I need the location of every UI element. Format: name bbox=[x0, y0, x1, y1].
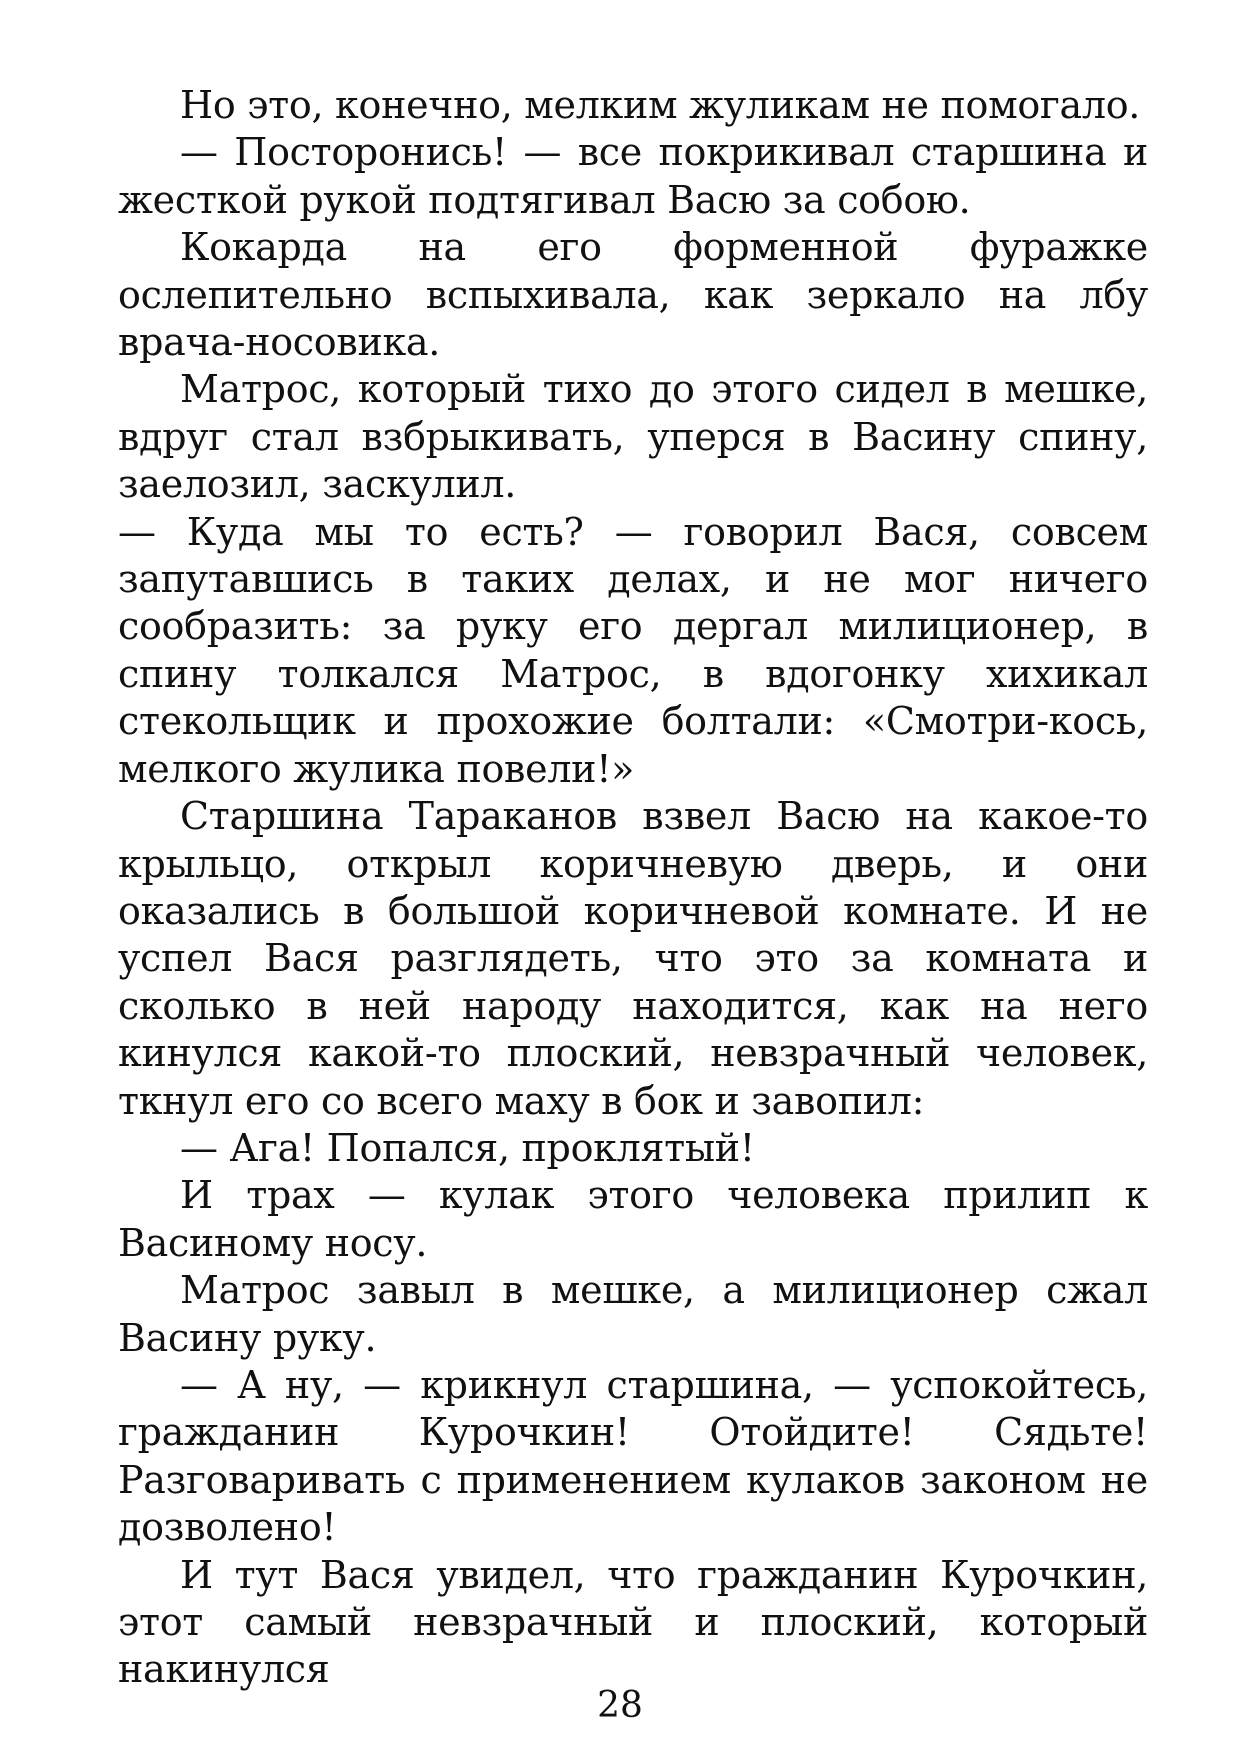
paragraph-9: Матрос завыл в мешке, а милиционер сжал Васину руку. bbox=[118, 1268, 1148, 1360]
page-body-text bbox=[118, 82, 1148, 1694]
paragraph-4: Матрос, который тихо до этого сидел в мешке, вдруг стал взбрыкивать, уперся в Васину спину, заелозил, заскулил. bbox=[118, 367, 1148, 507]
paragraph-8: И трах — кулак этого человека прилип к Васиному носу. bbox=[118, 1173, 1148, 1265]
paragraph-1: Но это, конечно, мелким жуликам не помогало. bbox=[180, 83, 1141, 127]
paragraph-3: Кокарда на его форменной фуражке ослепительно вспыхивала, как зеркало на лбу врача-носовика. bbox=[118, 225, 1148, 365]
paragraph-2: — Посторонись! — все покрикивал старшина и жесткой рукой подтягивал Васю за собою. bbox=[118, 130, 1148, 222]
paragraph-7: — Ага! Попался, проклятый! bbox=[180, 1125, 755, 1170]
document-page bbox=[118, 82, 1148, 1692]
paragraph-10: — А ну, — крикнул старшина, — успокойтесь, гражданин Курочкин! Отойдите! Сядьте! Разговаривать с применением кулаков законом не дозволено! bbox=[118, 1362, 1148, 1550]
paragraph-5: — Куда мы то есть? — говорил Вася, совсем запутавшись в таких делах, и не мог ничего сообразить: за руку его дергал милиционер, в спину толкался Матрос, в вдогонку хихикал стекольщик и прохожие болтали: «Смотри-кось, мелкого жулика повели!» bbox=[118, 509, 1148, 791]
paragraph-11: И тут Вася увидел, что гражданин Курочкин, этот самый невзрачный и плоский, который накинулся bbox=[118, 1552, 1148, 1692]
paragraph-6: Старшина Тараканов взвел Васю на какое-то крыльцо, открыл коричневую дверь, и они оказались в большой коричневой комнате. И не успел Вася разглядеть, что это за комната и сколько в ней народу находится, как на него кинулся какой-то плоский, невзрачный человек, ткнул его со всего маху в бок и завопил: bbox=[118, 794, 1148, 1123]
page-number: 28 bbox=[597, 1685, 643, 1726]
